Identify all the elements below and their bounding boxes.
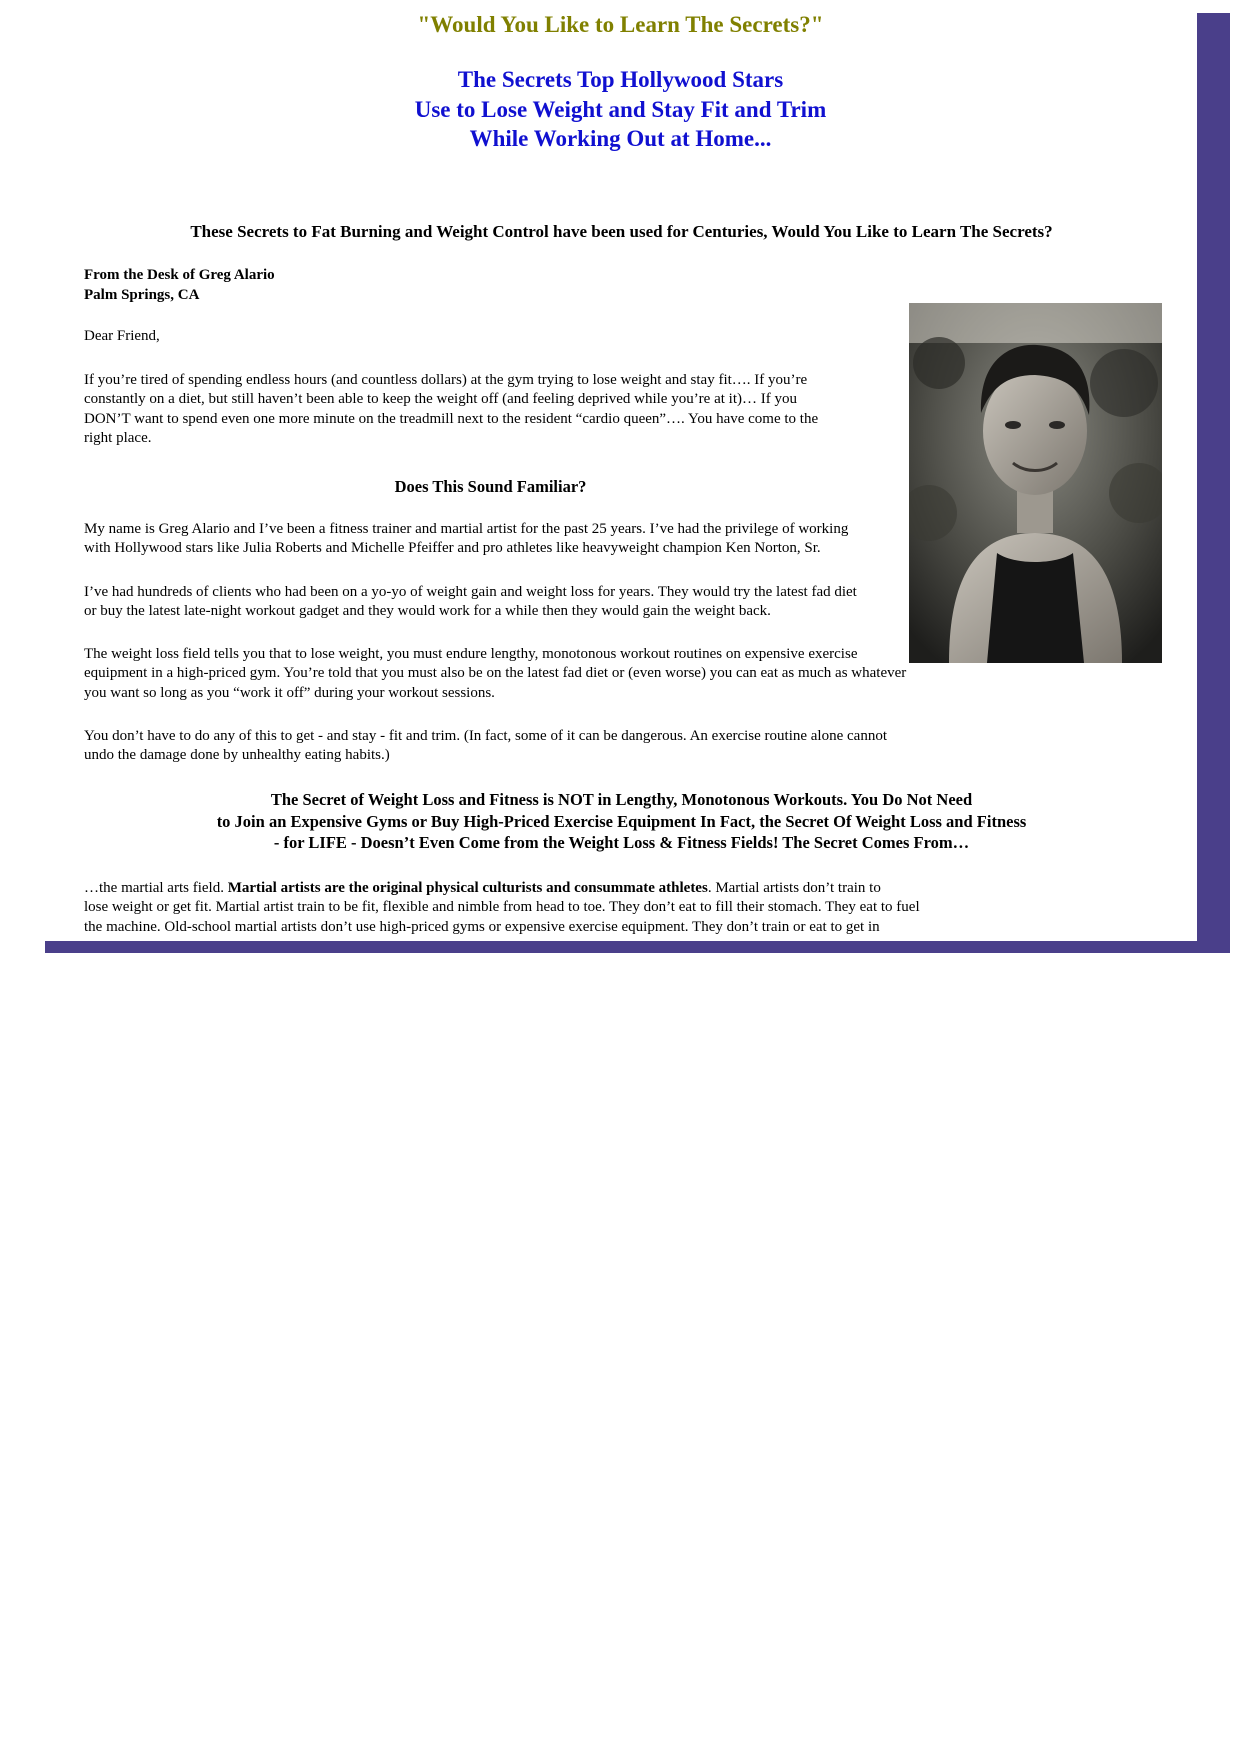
bio-line-2: with Hollywood stars like Julia Roberts and Michelle Pfeiffer and pro athletes like heavyweight champion Ken Norton, Sr. (84, 540, 821, 557)
martial-rest: . Martial artists don’t train to (707, 880, 881, 896)
martial-line-2: lose weight or get fit. Martial artist train to be fit, flexible and nimble from head to toe. They don’t eat to fill their stomach. They eat to fuel (84, 899, 920, 916)
clients-line-1: I’ve had hundreds of clients who had been on a yo-yo of weight gain and weight loss for years. They would try the latest fad diet (84, 584, 857, 600)
clients-paragraph (84, 583, 857, 622)
dont-have-to-paragraph (84, 727, 887, 766)
callout-line-2: to Join an Expensive Gyms or Buy High-Priced Exercise Equipment In Fact, the Secret Of Weight Loss and Fitness (216, 811, 1027, 831)
callout-line-3: - for LIFE - Doesn’t Even Come from the Weight Loss & Fitness Fields! The Secret Comes From… (273, 833, 970, 852)
weight-loss-field-paragraph (84, 645, 906, 703)
from-desk-line: From the Desk of Greg Alario (84, 267, 275, 283)
field-line-1: The weight loss field tells you that to lose weight, you must endure lengthy, monotonous workout routines on expensive exercise (84, 646, 858, 662)
bio-line-1: My name is Greg Alario and I’ve been a fitness trainer and martial artist for the past 25 years. I’ve had the privilege of working (84, 521, 849, 537)
dont-line-1: You don’t have to do any of this to get - and stay - fit and trim. (In fact, some of it can be dangerous. An exercise routine alone cannot (84, 728, 887, 744)
portrait-photo (909, 303, 1162, 663)
headline-line-2: Use to Lose Weight and Stay Fit and Trim (414, 96, 827, 122)
callout-line-1: The Secret of Weight Loss and Fitness is NOT in Lengthy, Monotonous Workouts. You Do Not Need (270, 790, 973, 809)
field-line-3: you want so long as you “work it off” during your workout sessions. (84, 684, 495, 701)
intro-line-2: constantly on a diet, but still haven’t been able to keep the weight off (and feeling deprived while you’re at it)… If you (84, 391, 797, 408)
dont-line-2: undo the damage done by unhealthy eating habits.) (84, 747, 390, 764)
headline-main (0, 65, 1197, 154)
field-line-2: equipment in a high-priced gym. You’re told that you must also be on the latest fad diet or (even worse) you can eat as much as whatever (84, 665, 907, 682)
from-desk-block (84, 265, 275, 305)
martial-arts-paragraph (84, 879, 920, 937)
bio-paragraph (84, 520, 848, 559)
martial-line-3: the machine. Old-school martial artists don’t use high-priced gyms or expensive exercise equipment. They don’t train or eat to get in (84, 918, 880, 935)
section-heading-familiar: Does This Sound Familiar? (394, 477, 587, 496)
martial-lead: …the martial arts field. (84, 880, 228, 896)
headline-line-3: While Working Out at Home... (469, 126, 772, 151)
portrait-photo-icon (909, 303, 1162, 663)
page-frame-bottom-bar (45, 941, 1230, 953)
intro-paragraph (84, 371, 818, 448)
subheadline: These Secrets to Fat Burning and Weight Control have been used for Centuries, Would You Like to Learn The Secrets? (190, 222, 1053, 241)
from-location-line: Palm Springs, CA (84, 287, 200, 303)
intro-line-4: right place. (84, 429, 152, 446)
salutation: Dear Friend, (84, 328, 160, 344)
intro-line-1: If you’re tired of spending endless hours (and countless dollars) at the gym trying to lose weight and stay fit…. If you’re (84, 372, 808, 388)
headline-line-1: The Secrets Top Hollywood Stars (457, 67, 784, 92)
headline-question: "Would You Like to Learn The Secrets?" (417, 12, 824, 37)
secret-callout (84, 789, 1159, 854)
page-frame-right-bar (1197, 13, 1230, 953)
martial-bold-phrase: Martial artists are the original physical culturists and consummate athletes (227, 880, 708, 896)
clients-line-2: or buy the latest late-night workout gadget and they would work for a while then they would gain the weight back. (84, 603, 771, 620)
intro-line-3: DON’T want to spend even one more minute on the treadmill next to the resident “cardio queen”…. You have come to the (84, 410, 819, 427)
martial-line-1 (84, 879, 920, 898)
